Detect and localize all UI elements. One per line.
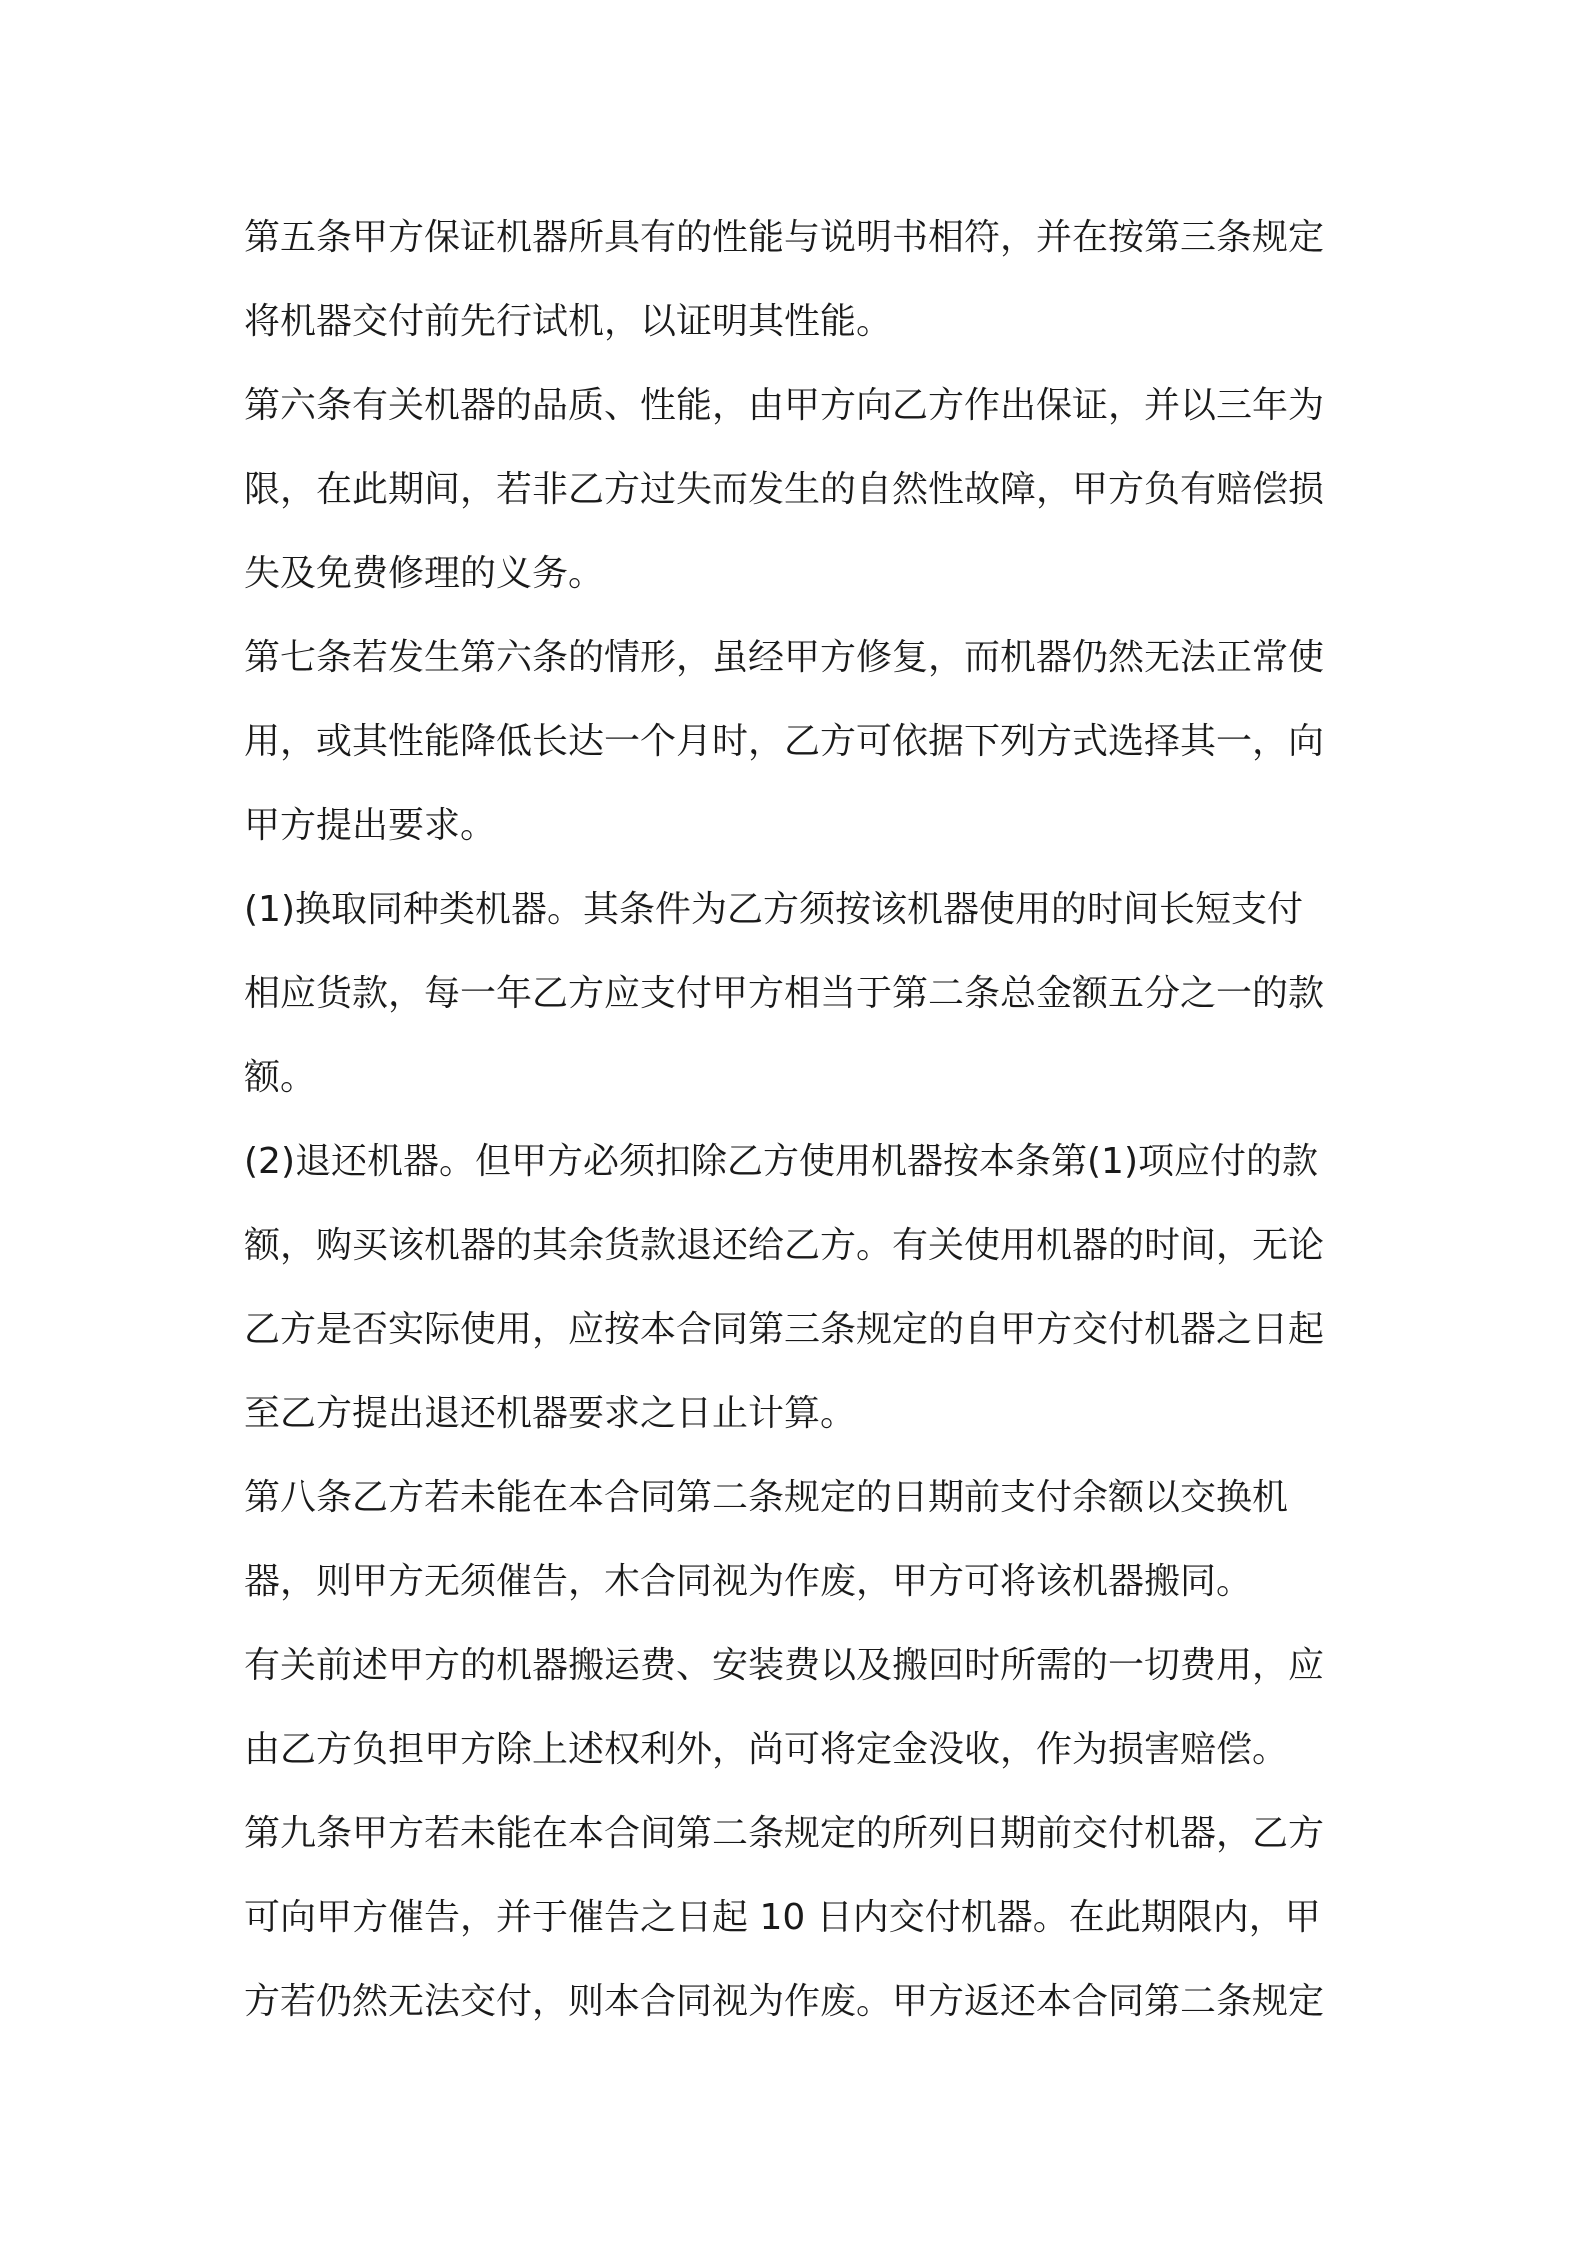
text-line: 第九条甲方若未能在本合间第二条规定的所列日期前交付机器，乙方: [244, 1813, 1325, 1854]
text-line: 额。: [244, 1057, 317, 1098]
text-line: (1)换取同种类机器。其条件为乙方须按该机器使用的时间长短支付: [244, 889, 1303, 930]
text-line: 可向甲方催告，并于催告之日起 10 日内交付机器。在此期限内，甲: [244, 1897, 1321, 1938]
text-line: 器，则甲方无须催告，木合同视为作废，甲方可将该机器搬同。: [244, 1561, 1253, 1602]
contract-text: [244, 196, 1354, 2044]
text-line: 第六条有关机器的品质、性能，由甲方向乙方作出保证，并以三年为: [244, 385, 1325, 426]
text-line: 乙方是否实际使用，应按本合同第三条规定的自甲方交付机器之日起: [244, 1309, 1325, 1350]
text-line: 第七条若发生第六条的情形，虽经甲方修复，而机器仍然无法正常使: [244, 637, 1325, 678]
text-line: 相应货款，每一年乙方应支付甲方相当于第二条总金额五分之一的款: [244, 973, 1325, 1014]
text-line: (2)退还机器。但甲方必须扣除乙方使用机器按本条第(1)项应付的款: [244, 1141, 1318, 1182]
text-line: 有关前述甲方的机器搬运费、安装费以及搬回时所需的一切费用，应: [244, 1645, 1325, 1686]
text-line: 额，购买该机器的其余货款退还给乙方。有关使用机器的时间，无论: [244, 1225, 1325, 1266]
text-line: 由乙方负担甲方除上述权利外，尚可将定金没收，作为损害赔偿。: [244, 1729, 1289, 1770]
text-line: 方若仍然无法交付，则本合同视为作废。甲方返还本合同第二条规定: [244, 1981, 1325, 2022]
text-line: 第五条甲方保证机器所具有的性能与说明书相符，并在按第三条规定: [244, 217, 1325, 258]
text-line: 第八条乙方若未能在本合同第二条规定的日期前支付余额以交换机: [244, 1477, 1289, 1518]
text-line: 失及免费修理的义务。: [244, 553, 605, 594]
text-line: 用，或其性能降低长达一个月时，乙方可依据下列方式选择其一，向: [244, 721, 1325, 762]
text-line: 将机器交付前先行试机，以证明其性能。: [244, 301, 893, 342]
text-line: 甲方提出要求。: [244, 805, 497, 846]
text-line: 至乙方提出退还机器要求之日止计算。: [244, 1393, 857, 1434]
text-line: 限，在此期间，若非乙方过失而发生的自然性故障，甲方负有赔偿损: [244, 469, 1325, 510]
